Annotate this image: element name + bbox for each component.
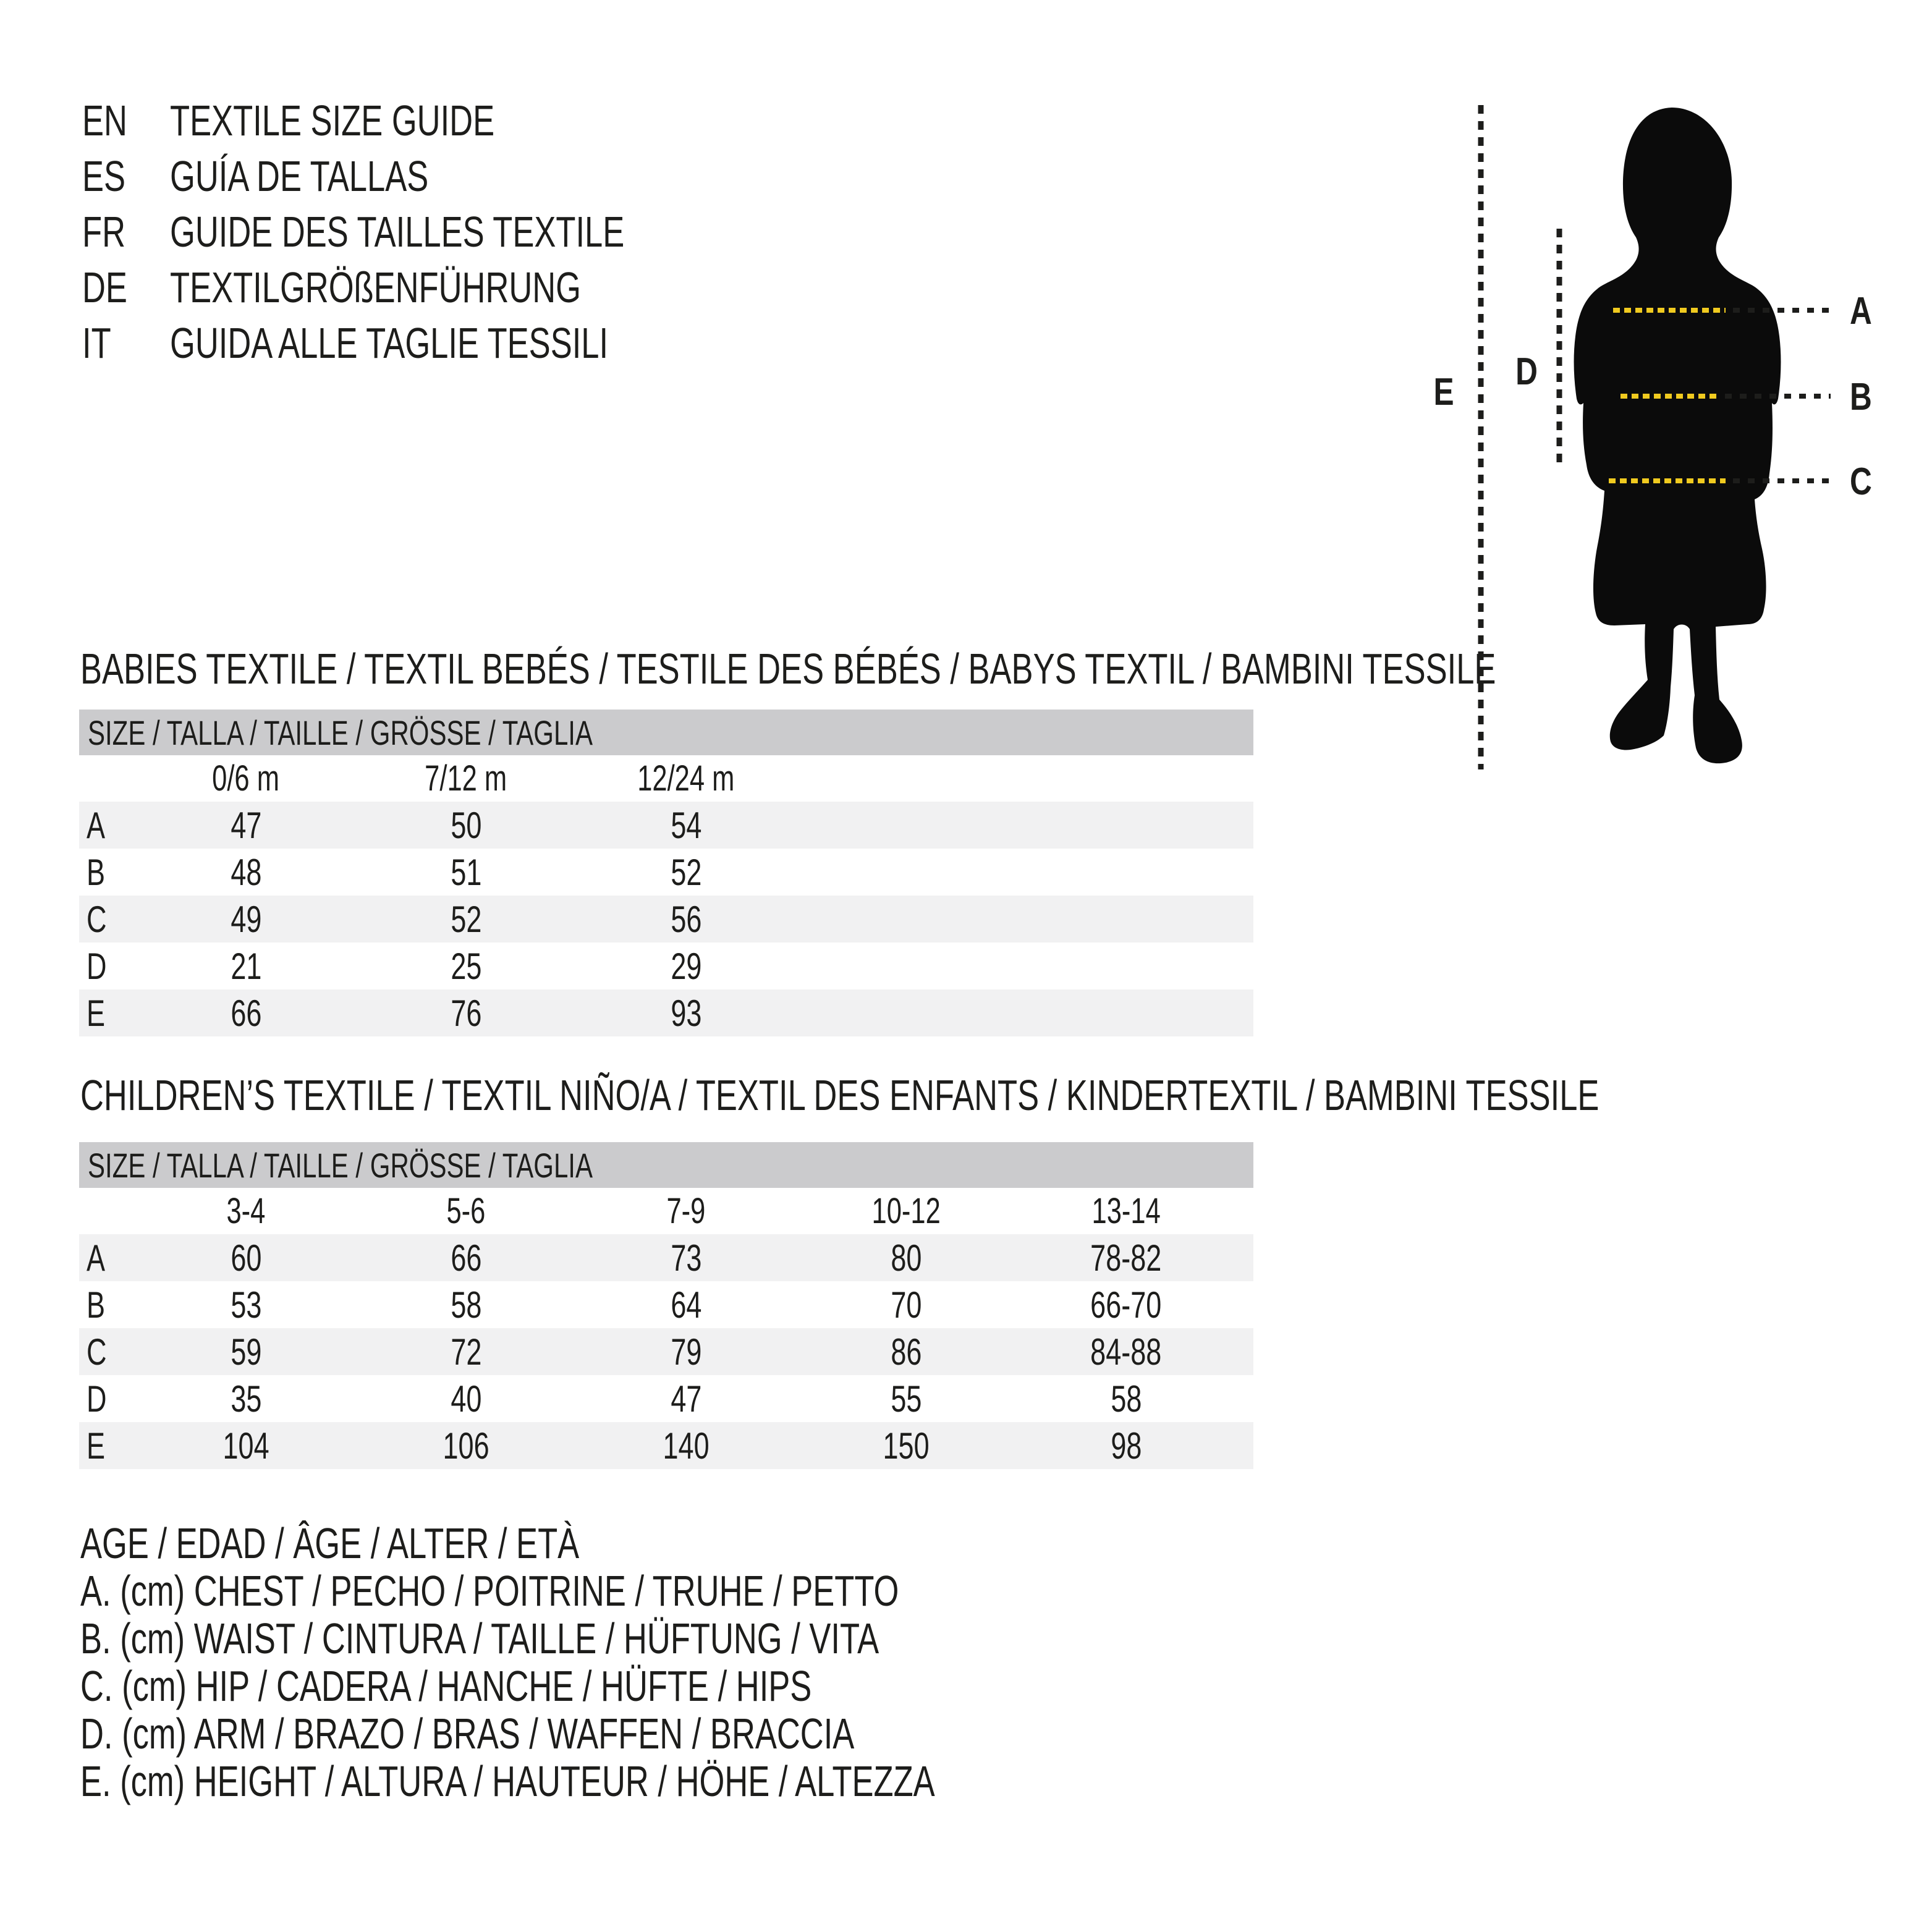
lang-row-it bbox=[82, 315, 754, 371]
lang-title-fr: GUIDE DES TAILLES TEXTILE bbox=[170, 208, 625, 256]
lang-row-fr bbox=[82, 204, 776, 260]
lang-title-es: GUÍA DE TALLAS bbox=[170, 152, 429, 200]
table-row: D 35 40 47 55 58 bbox=[87, 1378, 1142, 1420]
children-col-2: 7-9 bbox=[666, 1191, 706, 1231]
babies-section-heading: BABIES TEXTILE / TEXTIL BEBÉS / TESTILE DES BÉBÉS / BABYS TEXTIL / BAMBINI TESSILE bbox=[80, 645, 1496, 693]
row-label: D bbox=[87, 1378, 107, 1420]
children-col-3: 10-12 bbox=[871, 1191, 941, 1231]
table-row: E 66 76 93 bbox=[79, 989, 1253, 1036]
children-col-0: 3-4 bbox=[226, 1191, 266, 1231]
row-label: D bbox=[87, 945, 107, 987]
children-col-1: 5-6 bbox=[446, 1191, 486, 1231]
label-chest-a: A bbox=[1850, 289, 1872, 333]
babies-col-1: 7/12 m bbox=[425, 758, 507, 799]
table-row: A 60 66 73 80 78-82 bbox=[79, 1234, 1253, 1281]
table-row: D 21 25 29 bbox=[87, 945, 702, 987]
legend-hip: C. (cm) HIP / CADERA / HANCHE / HÜFTE / HIPS bbox=[80, 1661, 812, 1710]
label-height-e: E bbox=[1433, 370, 1454, 413]
children-size-table bbox=[79, 1142, 1253, 1469]
babies-col-0: 0/6 m bbox=[212, 758, 280, 799]
children-section-heading: CHILDREN’S TEXTILE / TEXTIL NIÑO/A / TEXTIL DES ENFANTS / KINDERTEXTIL / BAMBINI TESSILE bbox=[80, 1071, 1599, 1119]
lang-row-de bbox=[82, 260, 718, 315]
legend-age: AGE / EDAD / ÂGE / ALTER / ETÀ bbox=[80, 1519, 580, 1567]
table-row: E 104 106 140 150 98 bbox=[79, 1422, 1253, 1469]
legend-arm: D. (cm) ARM / BRAZO / BRAS / WAFFEN / BRACCIA bbox=[80, 1709, 855, 1758]
row-label: E bbox=[87, 992, 106, 1034]
lang-title-de: TEXTILGRÖßENFÜHRUNG bbox=[170, 263, 582, 311]
lang-title-it: GUIDA ALLE TAGLIE TESSILI bbox=[170, 319, 609, 367]
table-row: A 47 50 54 bbox=[79, 802, 1253, 849]
table-row: B 53 58 64 70 66-70 bbox=[87, 1284, 1162, 1326]
lang-code-fr: FR bbox=[82, 208, 125, 256]
table-row: C 59 72 79 86 84-88 bbox=[79, 1328, 1253, 1375]
row-label: B bbox=[87, 851, 106, 893]
label-waist-b: B bbox=[1850, 375, 1872, 418]
lang-code-en: EN bbox=[82, 96, 127, 145]
babies-column-header-row bbox=[79, 755, 1253, 802]
row-label: A bbox=[87, 1237, 106, 1279]
lang-row-en bbox=[82, 93, 603, 148]
row-label: A bbox=[87, 804, 106, 846]
children-col-4: 13-14 bbox=[1091, 1191, 1161, 1231]
children-table-header-bar: SIZE / TALLA / TAILLE / GRÖSSE / TAGLIA bbox=[79, 1142, 1253, 1188]
babies-table-header-bar: SIZE / TALLA / TAILLE / GRÖSSE / TAGLIA bbox=[79, 710, 1253, 755]
lang-row-es bbox=[82, 148, 515, 204]
legend-chest: A. (cm) CHEST / PECHO / POITRINE / TRUHE / PETTO bbox=[80, 1566, 899, 1615]
lang-title-en: TEXTILE SIZE GUIDE bbox=[170, 96, 495, 145]
table-row: B 48 51 52 bbox=[87, 851, 702, 893]
children-column-header-row bbox=[79, 1188, 1253, 1234]
lang-code-es: ES bbox=[82, 152, 126, 200]
row-label: B bbox=[87, 1284, 106, 1326]
label-arm-d: D bbox=[1515, 349, 1538, 393]
lang-code-it: IT bbox=[82, 319, 111, 367]
lang-code-de: DE bbox=[82, 263, 127, 311]
table-row: C 49 52 56 bbox=[79, 896, 1253, 943]
legend-waist: B. (cm) WAIST / CINTURA / TAILLE / HÜFTUNG / VITA bbox=[80, 1614, 879, 1663]
row-label: E bbox=[87, 1425, 106, 1467]
row-label: C bbox=[87, 898, 107, 940]
label-hip-c: C bbox=[1850, 459, 1872, 503]
row-label: C bbox=[87, 1331, 107, 1373]
babies-size-table bbox=[79, 710, 1253, 1036]
babies-col-2: 12/24 m bbox=[637, 758, 735, 799]
legend-height: E. (cm) HEIGHT / ALTURA / HAUTEUR / HÖHE / ALTEZZA bbox=[80, 1756, 935, 1805]
